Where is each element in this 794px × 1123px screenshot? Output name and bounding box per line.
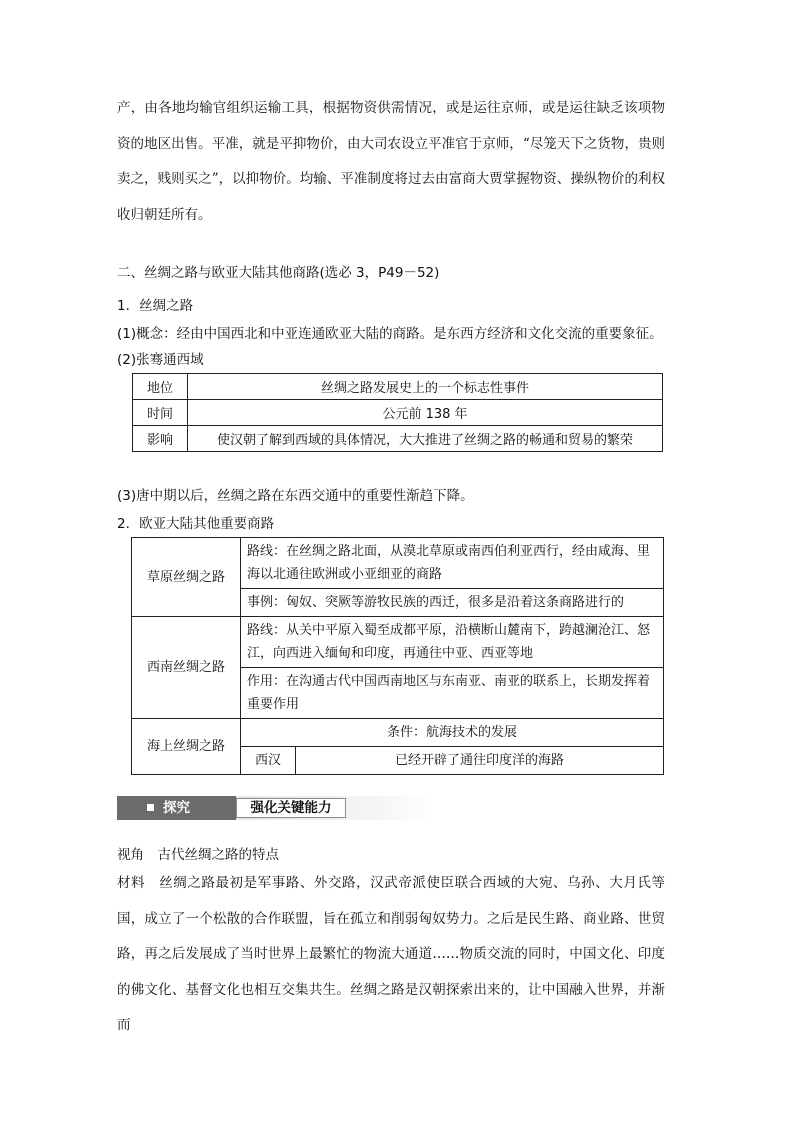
table-value: 丝绸之路发展史上的一个标志性事件 <box>188 374 663 400</box>
explore-banner-text: 探究 <box>163 800 190 816</box>
tang-line: (3)唐中期以后，丝绸之路在东西交通中的重要性渐趋下降。 <box>117 488 474 504</box>
steppe-route-cell: 路线：在丝绸之路北面，从漠北草原或南西伯利亚西行，经由咸海、里海以北通往欧洲或小亚细亚的商路 <box>241 538 664 589</box>
routes-table <box>131 537 664 775</box>
table-key: 时间 <box>133 400 188 426</box>
route-name-southwest: 西南丝绸之路 <box>132 617 241 719</box>
zhangqian-line: (2)张骞通西域 <box>117 352 204 368</box>
explore-banner-subtitle: 强化关键能力 <box>236 798 346 818</box>
concept-line: (1)概念：经由中国西北和中亚连通欧亚大陆的商路。是东西方经济和文化交流的重要象征。 <box>117 326 663 342</box>
table-row <box>133 374 663 400</box>
explore-banner <box>117 796 433 820</box>
section2-heading: 二、丝绸之路与欧亚大陆其他商路(选必 3，P49－52) <box>117 265 440 281</box>
maritime-condition-cell: 条件：航海技术的发展 <box>241 719 664 747</box>
table-row <box>133 426 663 452</box>
sub2-heading: 2．欧亚大陆其他重要商路 <box>117 516 275 532</box>
sub1-heading: 1．丝绸之路 <box>117 298 194 314</box>
zhangqian-table <box>132 373 663 452</box>
table-key: 地位 <box>133 374 188 400</box>
square-bullet-icon <box>147 804 154 811</box>
table-key: 影响 <box>133 426 188 452</box>
material-paragraph: 材料 丝绸之路最初是军事路、外交路，汉武帝派使臣联合西域的大宛、乌孙、大月氏等国，成立了一个松散的合作联盟，旨在孤立和削弱匈奴势力。之后是民生路、商业路、世贸路，再之后发展成了当时世界上最繁忙的物流大通道……物质交流的同时，中国文化、印度的佛文化、基督文化也相互交集共生。丝绸之路是汉朝探索出来的，让中国融入世界，并渐而 <box>117 875 665 1033</box>
maritime-era-cell: 西汉 <box>241 747 296 775</box>
steppe-example-cell: 事例：匈奴、突厥等游牧民族的西迁，很多是沿着这条商路进行的 <box>241 589 664 617</box>
table-value: 公元前 138 年 <box>188 400 663 426</box>
explore-banner-strip <box>236 796 433 820</box>
explore-banner-label <box>117 796 236 820</box>
southwest-effect-cell: 作用：在沟通古代中国西南地区与东南亚、南亚的联系上，长期发挥着重要作用 <box>241 668 664 719</box>
table-row <box>133 400 663 426</box>
table-row <box>132 719 664 747</box>
southwest-route-cell: 路线：从关中平原入蜀至成都平原，沿横断山麓南下，跨越澜沧江、怒江，向西进入缅甸和印度，再通往中亚、西亚等地 <box>241 617 664 668</box>
maritime-era-text-cell: 已经开辟了通往印度洋的海路 <box>296 747 664 775</box>
table-row <box>132 617 664 668</box>
table-value: 使汉朝了解到西域的具体情况，大大推进了丝绸之路的畅通和贸易的繁荣 <box>188 426 663 452</box>
intro-paragraph: 产，由各地均输官组织运输工具，根据物资供需情况，或是运往京师，或是运往缺乏该项物资的地区出售。平准，就是平抑物价，由大司农设立平准官于京师，“尽笼天下之货物，贵则卖之，贱则买之”，以抑物价。均输、平准制度将过去由富商大贾掌握物资、操纵物价的利权收归朝廷所有。 <box>117 100 665 223</box>
table-row <box>132 538 664 589</box>
route-name-steppe: 草原丝绸之路 <box>132 538 241 617</box>
route-name-maritime: 海上丝绸之路 <box>132 719 241 775</box>
perspective-line: 视角 古代丝绸之路的特点 <box>117 847 279 863</box>
